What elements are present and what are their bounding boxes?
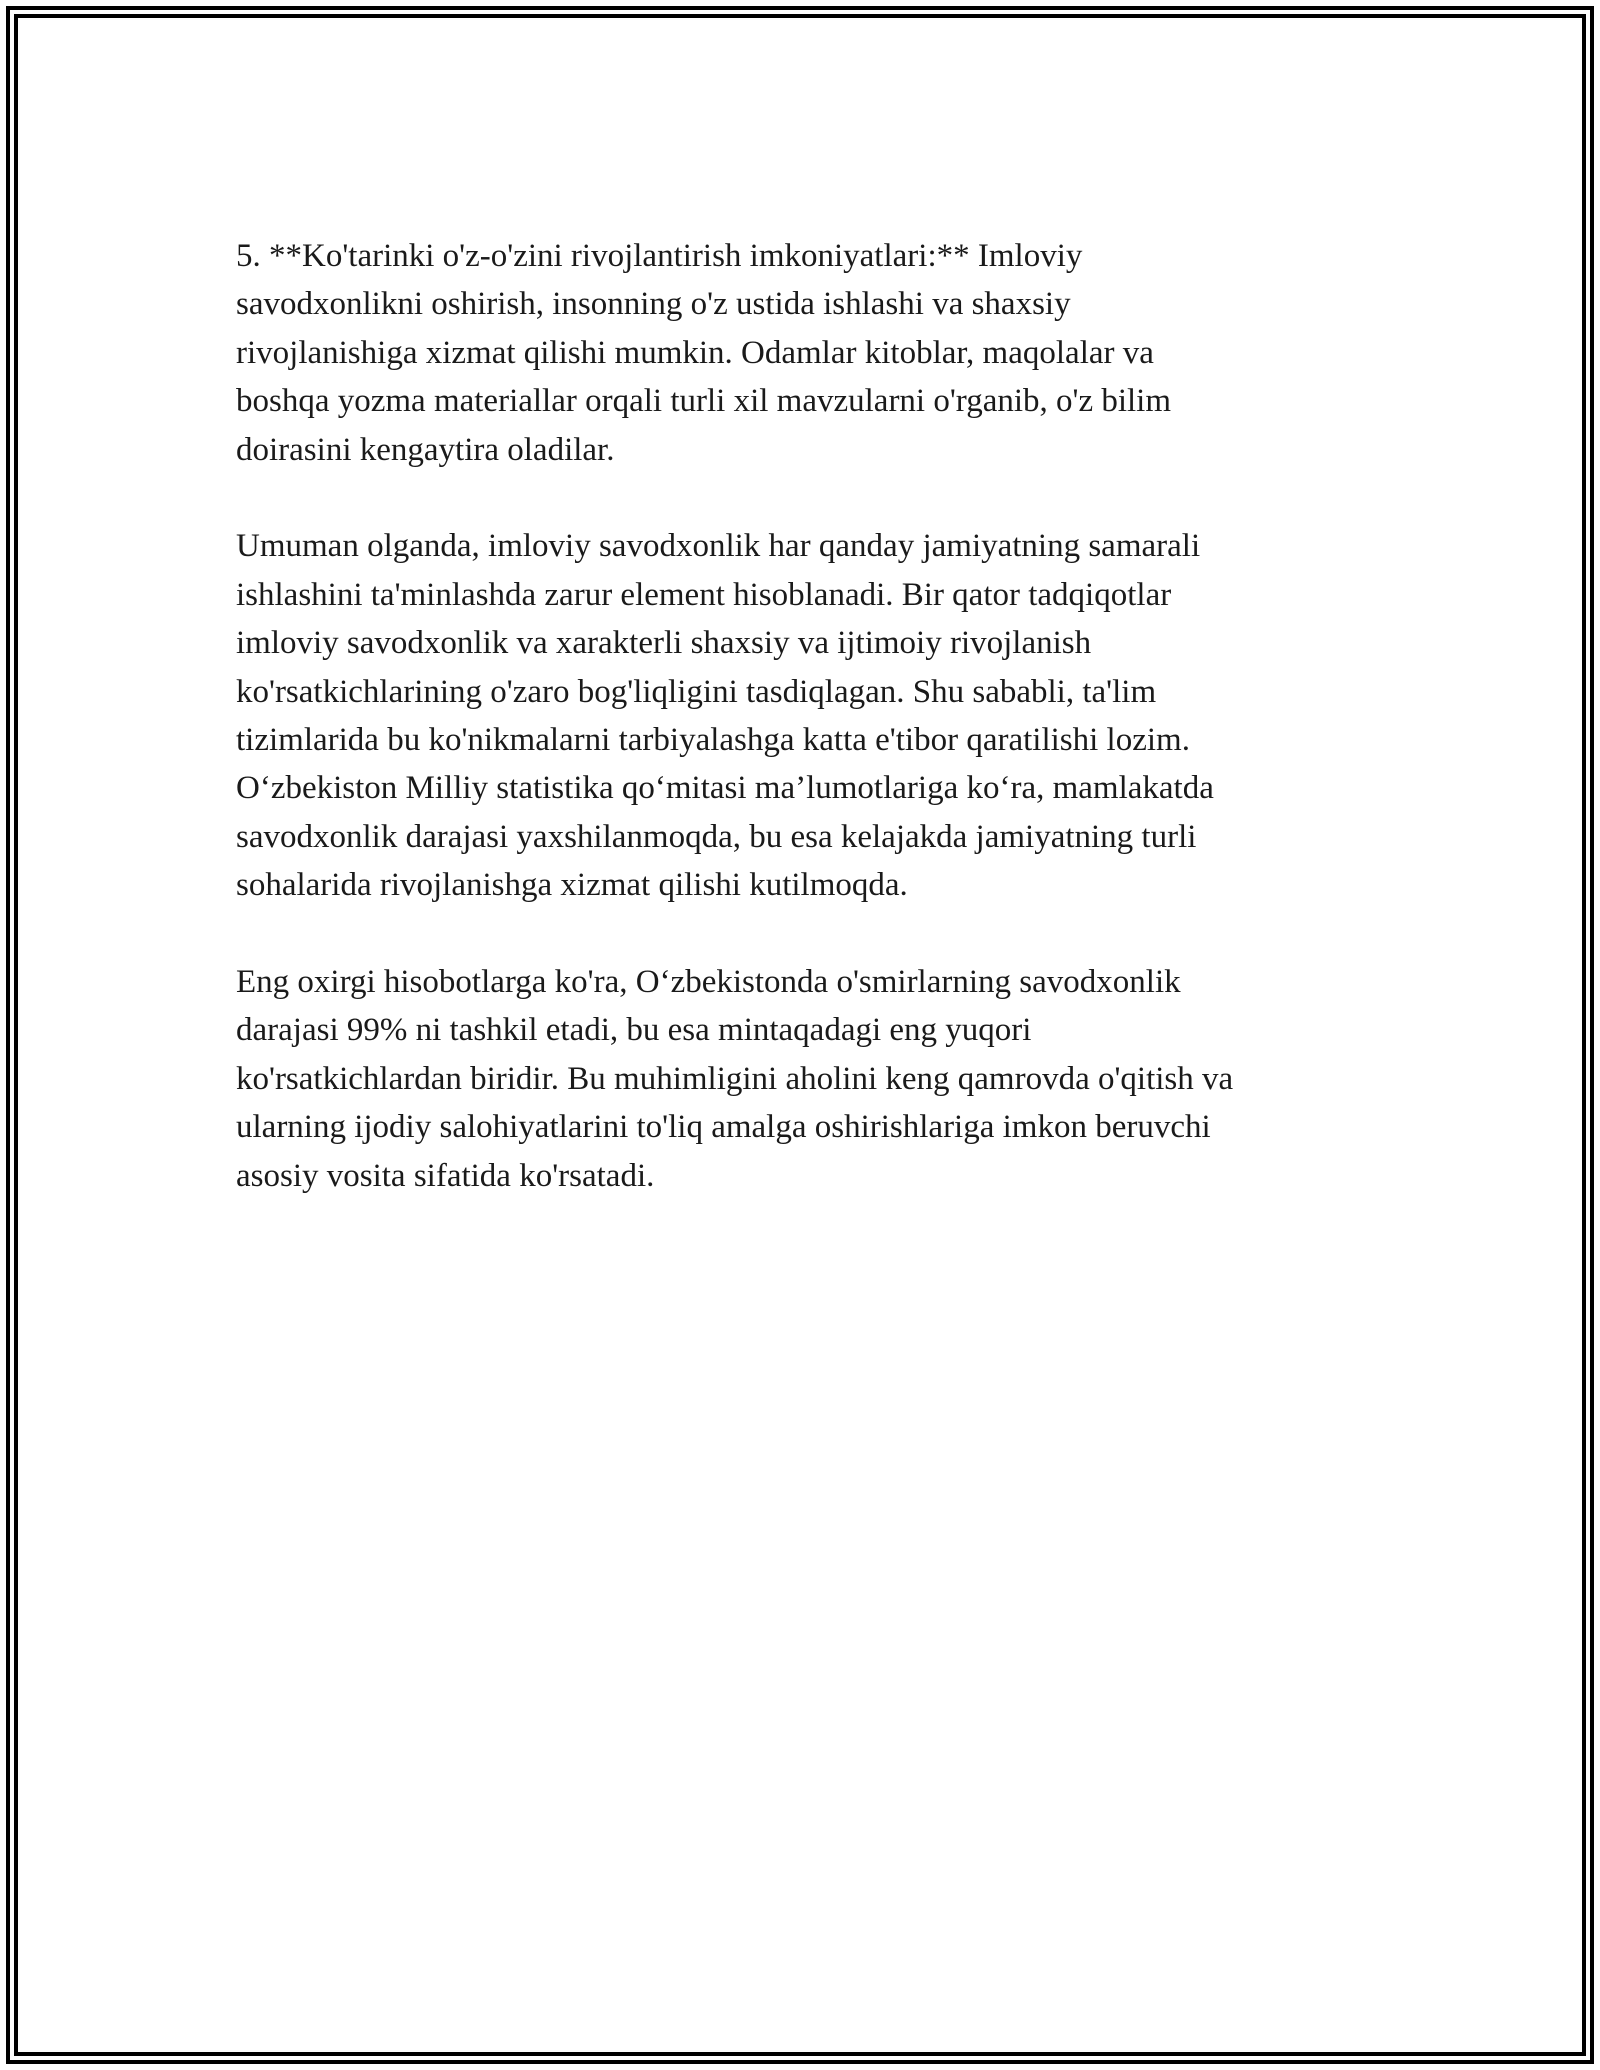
paragraph-self-development: 5. **Ko'tarinki o'z-o'zini rivojlantirish imkoniyatlari:** Imloviy savodxonlikni oshirish, insonning o'z ustida ishlashi va shaxsiy rivojlanishiga xizmat qilishi mumkin. Odamlar kitoblar, maqolalar va boshqa yozma materiallar orqali turli xil mavzularni o'rganib, o'z bilim doirasini kengaytira oladilar. bbox=[236, 238, 1172, 468]
paragraph-latest-reports: Eng oxirgi hisobotlarga ko'ra, O‘zbekistonda o'smirlarning savodxonlik darajasi 99% ni tashkil etadi, bu esa mintaqadagi eng yuqori ko'rsatkichlardan biridir. Bu muhimligini aholini keng qamrovda o'qitish va ularning ijodiy salohiyatlarini to'liq amalga oshirishlariga imkon beruvchi asosiy vosita sifatida ko'rsatadi. bbox=[236, 964, 1234, 1194]
document-body bbox=[236, 232, 1366, 1248]
paragraph-overall-importance: Umuman olganda, imloviy savodxonlik har qanday jamiyatning samarali ishlashini ta'minlashda zarur element hisoblanadi. Bir qator tadqiqotlar imloviy savodxonlik va xarakterli shaxsiy va ijtimoiy rivojlanish ko'rsatkichlarining o'zaro bog'liqligini tasdiqlagan. Shu sababli, ta'lim tizimlarida bu ko'nikmalarni tarbiyalashga katta e'tibor qaratilishi lozim. O‘zbekiston Milliy statistika qo‘mitasi ma’lumotlariga ko‘ra, mamlakatda savodxonlik darajasi yaxshilanmoqda, bu esa kelajakda jamiyatning turli sohalarida rivojlanishga xizmat qilishi kutilmoqda. bbox=[236, 528, 1214, 904]
